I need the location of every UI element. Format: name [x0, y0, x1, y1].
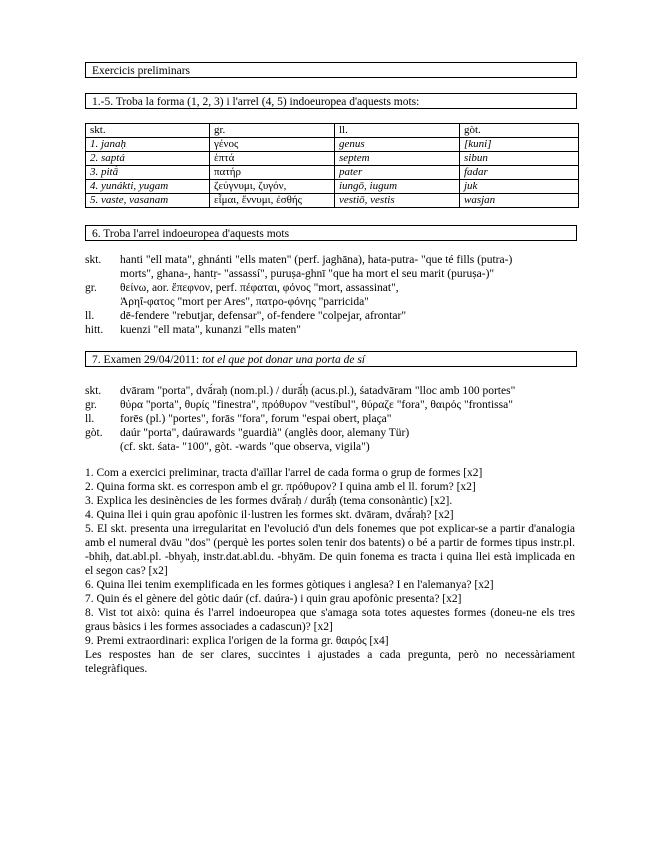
heading-title: Exercicis preliminars [92, 65, 191, 77]
list-item [85, 267, 585, 281]
list-item [85, 295, 585, 309]
line-text: forēs (pl.) "portes", forās "fora", forum "espai obert, plaça" [120, 413, 392, 425]
list-item [85, 412, 585, 426]
list-item [85, 384, 585, 398]
table-cell: 4. yunákti, yugam [86, 180, 210, 194]
header-cell: skt. [86, 124, 210, 138]
language-label: ll. [85, 413, 95, 425]
heading-box [85, 62, 577, 78]
table-cell: pater [335, 166, 460, 180]
table-row [86, 138, 579, 152]
table-cell: sibun [460, 152, 579, 166]
question: 4. Quina llei i quin grau apofònic il·lustren les formes skt. dvāram, dvā́raḥ? [x2] [85, 509, 454, 521]
question: 9. Premi extraordinari: explica l'origen de la forma gr. θαιρός [x4] [85, 635, 389, 647]
line-text: (cf. skt. śata- "100", gòt. -wards "que observa, vigila") [120, 441, 370, 453]
table-cell: ἑπτά [210, 152, 335, 166]
list-item [85, 398, 585, 412]
question: 8. Vist tot això: quina és l'arrel indoeuropea que s'amaga sota totes aquestes formes (doneu-ne els tres graus bàsics i les formes associades a cadascun)? [x2] [85, 607, 575, 633]
table-cell: εἷμαι, ἕννυμι, ἐσθής [210, 194, 335, 208]
table-cell: juk [460, 180, 579, 194]
section2-lines [85, 253, 585, 337]
line-text: morts", ghana-, hantṛ- "assassí", puruṣa-ghnī "que ha mort el seu marit (puruṣa-)" [120, 268, 495, 280]
language-label: gòt. [85, 427, 103, 439]
list-item [85, 323, 585, 337]
question-list [85, 466, 575, 676]
list-item [85, 281, 585, 295]
word-table [85, 123, 579, 208]
header-cell: gr. [210, 124, 335, 138]
section3-lines [85, 384, 585, 454]
list-item [85, 440, 585, 454]
header-cell: gòt. [460, 124, 579, 138]
section1-title-box [85, 93, 577, 109]
table-cell: iungō, iugum [335, 180, 460, 194]
line-text: dē-fendere "rebutjar, defensar", of-fendere "colpejar, afrontar" [120, 310, 407, 322]
table-cell: ζεύγνυμι, ζυγόν, [210, 180, 335, 194]
language-label: skt. [85, 385, 102, 397]
question: 7. Quin és el gènere del gòtic daúr (cf. daúra-) i quin grau apofònic presenta? [x2] [85, 593, 462, 605]
section3-title-box [85, 351, 577, 367]
table-header-row [86, 124, 579, 138]
section3-title-italic: tot el que pot donar una porta de sí [202, 354, 366, 366]
question: 1. Com a exercici preliminar, tracta d'aïllar l'arrel de cada forma o grup de formes [x2] [85, 467, 483, 479]
section2-title-box [85, 225, 577, 241]
line-text: θύρα "porta", θυρίς "finestra", πρόθυρον "vestíbul", θύραζε "fora", θαιρός "frontissa" [120, 399, 513, 411]
table-cell: wasjan [460, 194, 579, 208]
table-row [86, 194, 579, 208]
table-cell: genus [335, 138, 460, 152]
language-label: hitt. [85, 324, 104, 336]
header-cell: ll. [335, 124, 460, 138]
list-item [85, 253, 585, 267]
question: 5. El skt. presenta una irregularitat en l'evolució d'un dels fonemes que pot explicar-se a partir d'analogia amb el numeral dvāu "dos" (perquè les portes solen tenir dos batents) o bé a partir de formes tipus instr.pl. -bhiḥ, dat.abl.pl. -bhyaḥ, instr.dat.abl.du. -bhyām. De quin fonema es tracta i quina llei està implicada en el segon cas? [x2] [85, 523, 575, 577]
table-cell: vestiō, vestis [335, 194, 460, 208]
line-text: θείνω, aor. ἔπεφνον, perf. πέφαται, φόνος "mort, assassinat", [120, 282, 399, 294]
question: 6. Quina llei tenim exemplificada en les formes gòtiques i anglesa? I en l'alemanya? [x2] [85, 579, 494, 591]
table-cell: πατήρ [210, 166, 335, 180]
table-row [86, 152, 579, 166]
question: 3. Explica les desinències de les formes dvā́raḥ / durā́ḥ (tema consonàntic) [x2]. [85, 495, 453, 507]
language-label: skt. [85, 254, 102, 266]
line-text: Ἀρηΐ-φατος "mort per Ares", πατρο-φόνης "parricida" [120, 296, 369, 308]
line-text: hanti "ell mata", ghnánti "ells maten" (perf. jaghāna), hata-putra- "que té fills (putra-) [120, 254, 513, 266]
table-cell: 5. vaste, vasanam [86, 194, 210, 208]
table-cell: 2. saptá [86, 152, 210, 166]
list-item [85, 309, 585, 323]
table-cell: fadar [460, 166, 579, 180]
table-row [86, 166, 579, 180]
table-cell: septem [335, 152, 460, 166]
language-label: ll. [85, 310, 95, 322]
line-text: kuenzi "ell mata", kunanzi "ells maten" [120, 324, 301, 336]
table-row [86, 180, 579, 194]
section1-title: 1.-5. Troba la forma (1, 2, 3) i l'arrel (4, 5) indoeuropea d'aquests mots: [92, 96, 420, 108]
question: 2. Quina forma skt. es correspon amb el gr. πρόθυρον? I quina amb el ll. forum? [x2] [85, 481, 476, 493]
section2-title: 6. Troba l'arrel indoeuropea d'aquests mots [92, 228, 290, 240]
language-label: gr. [85, 399, 97, 411]
line-text: dvāram "porta", dvā́raḥ (nom.pl.) / durā́ḥ (acus.pl.), śatadvāram "lloc amb 100 portes" [120, 385, 516, 397]
closing-note: Les respostes han de ser clares, succintes i ajustades a cada pregunta, però no necessàriament telegràfiques. [85, 649, 575, 675]
table-cell: 1. janaḥ [86, 138, 210, 152]
language-label: gr. [85, 282, 97, 294]
table-cell: γένος [210, 138, 335, 152]
section3-title: 7. Examen 29/04/2011: [92, 354, 203, 366]
table-cell: [kuni] [460, 138, 579, 152]
table-cell: 3. pitā́ [86, 166, 210, 180]
list-item [85, 426, 585, 440]
line-text: daúr "porta", daúrawards "guardià" (anglès door, alemany Tür) [120, 427, 410, 439]
